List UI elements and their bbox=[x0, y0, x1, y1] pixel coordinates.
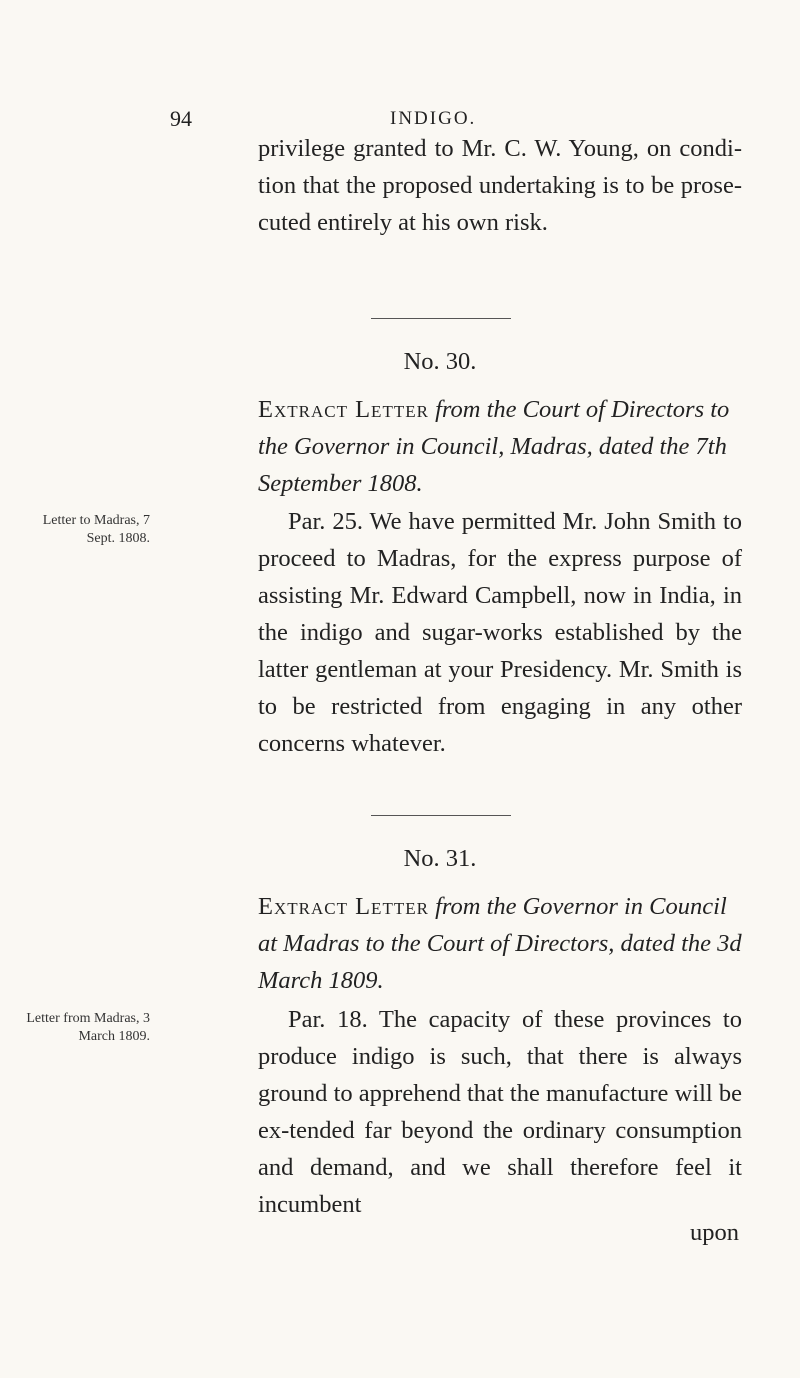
extract-title: from the Governor in Council at Madras to the Court of Directors, dated the 3d March 1809. bbox=[258, 893, 742, 994]
page-number: 94 bbox=[170, 106, 192, 131]
opening-paragraph bbox=[258, 130, 742, 241]
running-title: INDIGO. bbox=[390, 108, 477, 129]
extract-prefix: Extract Letter bbox=[258, 893, 429, 920]
extract-heading bbox=[258, 888, 742, 999]
margin-note: Letter from Madras, 3 March 1809. bbox=[26, 1011, 150, 1044]
section-number: No. 30. bbox=[403, 348, 477, 375]
letter-paragraph: Par. 25. We have permitted Mr. John Smith to proceed to Madras, for the express purpose of assisting Mr. Edward Campbell, now in India, in the indigo and sugar-works established by the latter gentleman at your Presidency. Mr. Smith is to be restricted from engaging in any other concerns whatever. bbox=[258, 508, 742, 757]
letter-paragraph: Par. 18. The capacity of these provinces to produce indigo is such, that there is always ground to apprehend that the manufacture will be ex-tended far beyond the ordinary consumption and demand, and we shall therefore feel it incumbent bbox=[258, 1006, 742, 1218]
margin-note: Letter to Madras, 7 Sept. 1808. bbox=[42, 513, 150, 546]
catchword: upon bbox=[690, 1219, 739, 1246]
section-number: No. 31. bbox=[403, 845, 477, 872]
extract-heading bbox=[258, 391, 742, 502]
section-divider bbox=[371, 318, 511, 319]
extract-prefix: Extract Letter bbox=[258, 396, 429, 423]
opening-paragraph-text: privilege granted to Mr. C. W. Young, on condi-tion that the proposed undertaking is to be prose-cuted entirely at his own risk. bbox=[258, 135, 742, 236]
extract-title: from the Court of Directors to the Governor in Council, Madras, dated the 7th September 1808. bbox=[258, 396, 730, 497]
section-divider bbox=[371, 815, 511, 816]
